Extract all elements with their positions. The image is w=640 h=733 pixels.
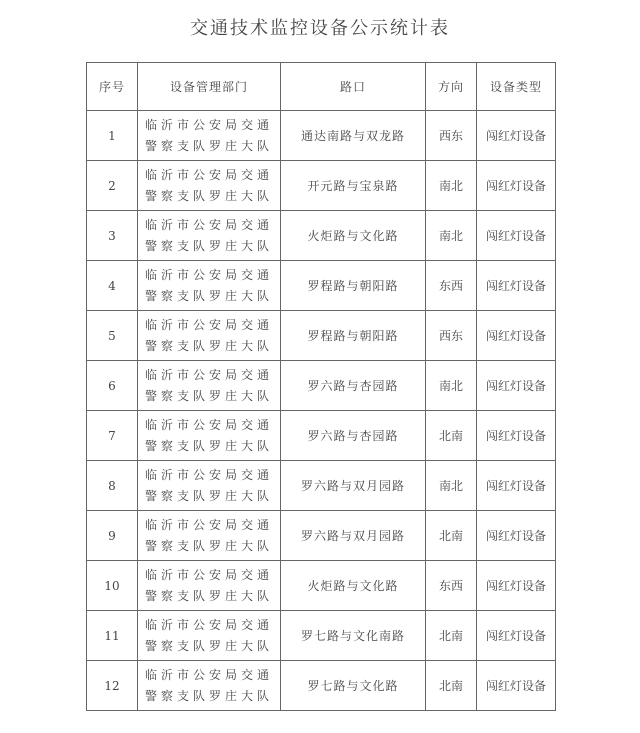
department-line-2: 警察支队罗庄大队 xyxy=(144,388,273,403)
row-road: 通达南路与双龙路 xyxy=(281,111,426,161)
row-direction: 北南 xyxy=(426,511,477,561)
row-device-type: 闯红灯设备 xyxy=(477,461,556,511)
row-department xyxy=(138,261,281,311)
header-type: 设备类型 xyxy=(477,63,556,111)
row-device-type: 闯红灯设备 xyxy=(477,611,556,661)
row-road: 火炬路与文化路 xyxy=(281,561,426,611)
row-device-type: 闯红灯设备 xyxy=(477,411,556,461)
table-row xyxy=(87,111,556,161)
department-line-1: 临沂市公安局交通 xyxy=(144,517,273,532)
row-direction: 南北 xyxy=(426,211,477,261)
header-index: 序号 xyxy=(87,63,138,111)
department-line-1: 临沂市公安局交通 xyxy=(144,567,273,582)
department-line-2: 警察支队罗庄大队 xyxy=(144,538,273,553)
row-department xyxy=(138,211,281,261)
equipment-table xyxy=(86,62,556,711)
row-index: 4 xyxy=(87,261,138,311)
department-line-2: 警察支队罗庄大队 xyxy=(144,288,273,303)
table-body xyxy=(87,111,556,711)
row-device-type: 闯红灯设备 xyxy=(477,111,556,161)
department-line-2: 警察支队罗庄大队 xyxy=(144,638,273,653)
row-department xyxy=(138,411,281,461)
table-row xyxy=(87,461,556,511)
row-road: 罗程路与朝阳路 xyxy=(281,311,426,361)
department-line-2: 警察支队罗庄大队 xyxy=(144,488,273,503)
table-row xyxy=(87,161,556,211)
department-line-2: 警察支队罗庄大队 xyxy=(144,588,273,603)
department-line-1: 临沂市公安局交通 xyxy=(144,317,273,332)
row-department xyxy=(138,661,281,711)
row-department xyxy=(138,161,281,211)
department-line-1: 临沂市公安局交通 xyxy=(144,267,273,282)
department-line-2: 警察支队罗庄大队 xyxy=(144,338,273,353)
department-line-2: 警察支队罗庄大队 xyxy=(144,238,273,253)
row-department xyxy=(138,611,281,661)
row-index: 1 xyxy=(87,111,138,161)
table-row xyxy=(87,261,556,311)
department-line-2: 警察支队罗庄大队 xyxy=(144,438,273,453)
row-device-type: 闯红灯设备 xyxy=(477,311,556,361)
row-road: 罗六路与杏园路 xyxy=(281,361,426,411)
header-row xyxy=(87,63,556,111)
row-index: 8 xyxy=(87,461,138,511)
row-direction: 东西 xyxy=(426,561,477,611)
table-row xyxy=(87,661,556,711)
row-device-type: 闯红灯设备 xyxy=(477,661,556,711)
department-line-1: 临沂市公安局交通 xyxy=(144,167,273,182)
department-line-1: 临沂市公安局交通 xyxy=(144,367,273,382)
row-index: 3 xyxy=(87,211,138,261)
row-direction: 南北 xyxy=(426,161,477,211)
row-department xyxy=(138,561,281,611)
table-row xyxy=(87,211,556,261)
header-direction: 方向 xyxy=(426,63,477,111)
row-direction: 西东 xyxy=(426,111,477,161)
row-road: 罗六路与双月园路 xyxy=(281,461,426,511)
row-direction: 西东 xyxy=(426,311,477,361)
row-device-type: 闯红灯设备 xyxy=(477,511,556,561)
row-department xyxy=(138,311,281,361)
department-line-2: 警察支队罗庄大队 xyxy=(144,138,273,153)
row-direction: 北南 xyxy=(426,611,477,661)
department-line-1: 临沂市公安局交通 xyxy=(144,667,273,682)
row-index: 6 xyxy=(87,361,138,411)
row-department xyxy=(138,361,281,411)
row-road: 火炬路与文化路 xyxy=(281,211,426,261)
row-index: 2 xyxy=(87,161,138,211)
row-index: 9 xyxy=(87,511,138,561)
document-title: 交通技术监控设备公示统计表 xyxy=(190,18,450,39)
row-road: 罗七路与文化路 xyxy=(281,661,426,711)
department-line-1: 临沂市公安局交通 xyxy=(144,467,273,482)
row-device-type: 闯红灯设备 xyxy=(477,361,556,411)
row-direction: 南北 xyxy=(426,461,477,511)
table-row xyxy=(87,361,556,411)
table-row xyxy=(87,511,556,561)
row-device-type: 闯红灯设备 xyxy=(477,161,556,211)
row-road: 罗六路与双月园路 xyxy=(281,511,426,561)
row-road: 罗六路与杏园路 xyxy=(281,411,426,461)
table-row xyxy=(87,611,556,661)
row-index: 5 xyxy=(87,311,138,361)
row-department xyxy=(138,511,281,561)
row-road: 罗七路与文化南路 xyxy=(281,611,426,661)
department-line-1: 临沂市公安局交通 xyxy=(144,617,273,632)
table-row xyxy=(87,311,556,361)
row-device-type: 闯红灯设备 xyxy=(477,211,556,261)
department-line-1: 临沂市公安局交通 xyxy=(144,117,273,132)
row-index: 11 xyxy=(87,611,138,661)
row-device-type: 闯红灯设备 xyxy=(477,561,556,611)
department-line-2: 警察支队罗庄大队 xyxy=(144,188,273,203)
row-department xyxy=(138,461,281,511)
department-line-1: 临沂市公安局交通 xyxy=(144,217,273,232)
row-road: 罗程路与朝阳路 xyxy=(281,261,426,311)
department-line-2: 警察支队罗庄大队 xyxy=(144,688,273,703)
table-row xyxy=(87,411,556,461)
row-index: 12 xyxy=(87,661,138,711)
header-department: 设备管理部门 xyxy=(138,63,281,111)
row-department xyxy=(138,111,281,161)
row-device-type: 闯红灯设备 xyxy=(477,261,556,311)
row-direction: 北南 xyxy=(426,411,477,461)
row-direction: 南北 xyxy=(426,361,477,411)
row-index: 7 xyxy=(87,411,138,461)
row-road: 开元路与宝泉路 xyxy=(281,161,426,211)
row-index: 10 xyxy=(87,561,138,611)
row-direction: 东西 xyxy=(426,261,477,311)
table-row xyxy=(87,561,556,611)
header-road: 路口 xyxy=(281,63,426,111)
department-line-1: 临沂市公安局交通 xyxy=(144,417,273,432)
row-direction: 北南 xyxy=(426,661,477,711)
